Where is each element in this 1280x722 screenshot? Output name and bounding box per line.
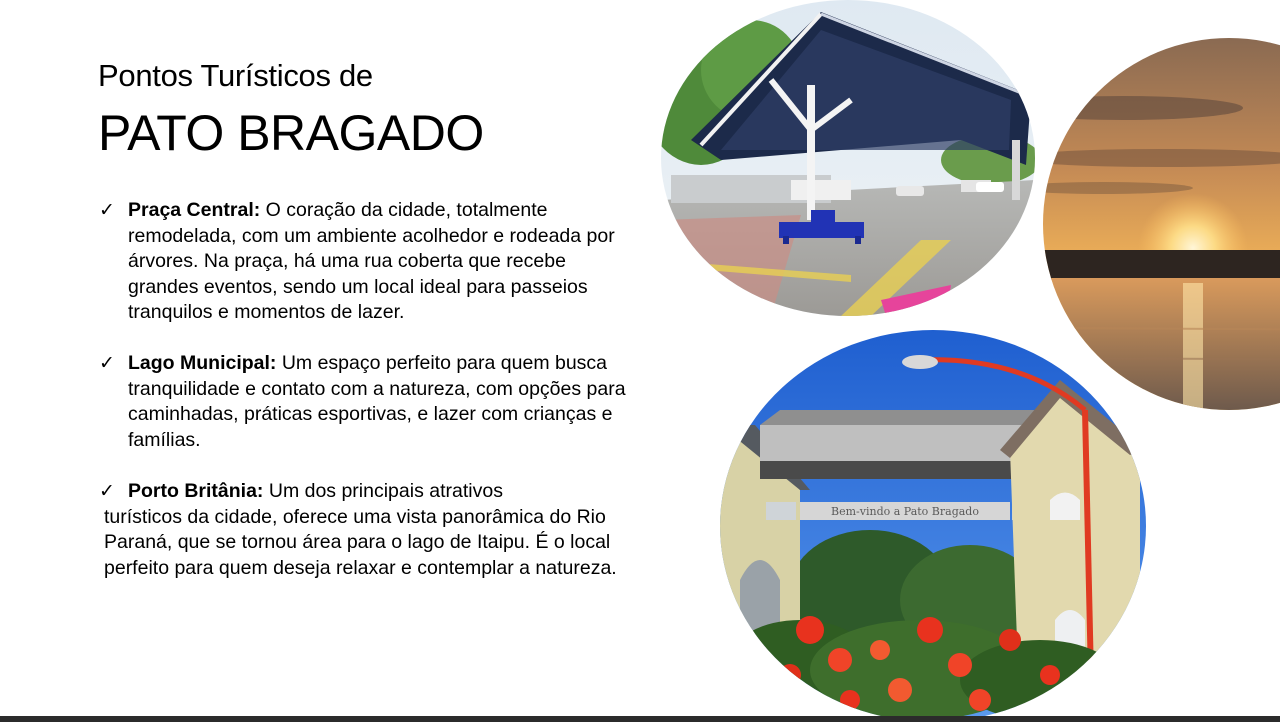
slide-subtitle: Pontos Turísticos de: [98, 58, 373, 93]
photo-lago-municipal: [1043, 38, 1280, 410]
list-item-lago-municipal: [99, 351, 638, 453]
item-text-continued: turísticos da cidade, oferece uma vista panorâmica do Rio Paraná, que se tornou área para o lago de Itaipu. É o local perfeito para quem deseja relaxar e contemplar a natureza.: [104, 505, 617, 579]
bottom-bar: [0, 716, 1280, 722]
item-text: Um espaço perfeito para quem busca tranquilidade e contato com a natureza, com opções para caminhadas, práticas esportivas, e lazer com crianças e famílias.: [128, 352, 626, 451]
list-item-praca-central: [99, 198, 638, 326]
item-label: Porto Britânia:: [128, 480, 264, 502]
item-text: O coração da cidade, totalmente remodelada, com um ambiente acolhedor e rodeada por árvores. Na praça, há uma rua coberta que recebe grandes eventos, sendo um local ideal para passeios tranquilos e momentos de lazer.: [128, 199, 615, 323]
slide-title: PATO BRAGADO: [98, 105, 484, 161]
list-item-porto-britania: [99, 479, 644, 581]
item-label: Lago Municipal:: [128, 352, 277, 374]
checkmark-icon: ✓: [99, 199, 115, 221]
portal-sign-text: Bem-vindo a Pato Bragado: [831, 505, 979, 518]
checkmark-icon: ✓: [99, 352, 115, 374]
photo-porto-britania: [720, 330, 1146, 722]
checkmark-icon: ✓: [99, 480, 115, 502]
item-text: Um dos principais atrativos: [263, 480, 503, 502]
photo-praca-central: [661, 0, 1035, 316]
item-label: Praça Central:: [128, 199, 261, 221]
